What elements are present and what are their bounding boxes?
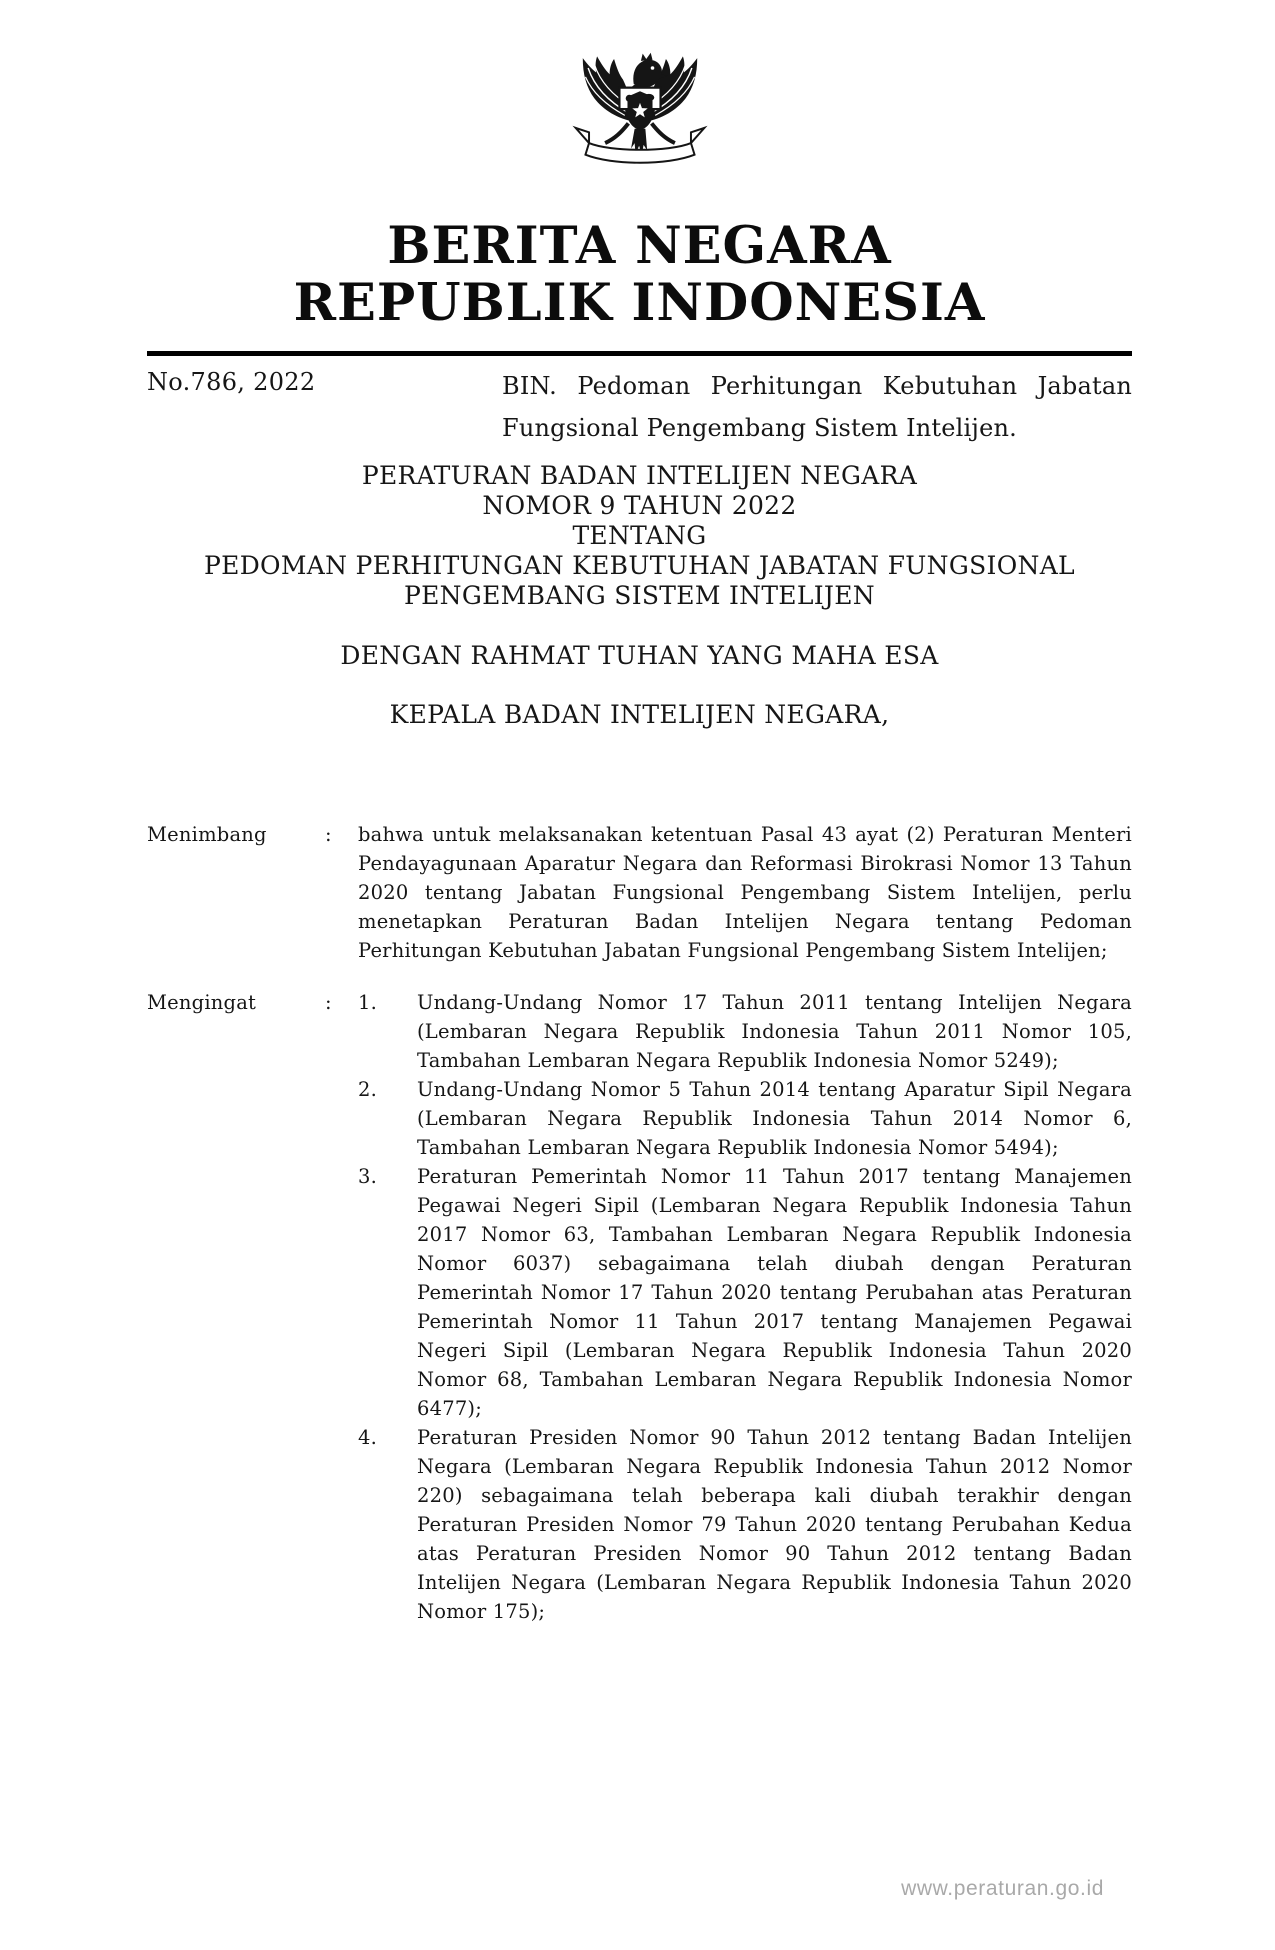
gazette-title-line2: REPUBLIK INDONESIA	[293, 273, 986, 333]
list-item	[358, 1075, 1132, 1162]
legal-basis-list	[358, 988, 1132, 1626]
considerations-text: bahwa untuk melaksanakan ketentuan Pasal 43 ayat (2) Peraturan Menteri Pendayagunaan Aparatur Negara dan Reformasi Birokrasi Nomor 13 Tahun 2020 tentang Jabatan Fungsional Pengembang Sistem Intelijen, perlu menetapkan Peraturan Badan Intelijen Negara tentang Pedoman Perhitungan Kebutuhan Jabatan Fungsional Pengembang Sistem Intelijen;	[358, 823, 1132, 962]
issue-number: No.786, 2022	[147, 368, 316, 396]
gazette-title	[147, 218, 1132, 332]
considerations-label: Menimbang	[147, 823, 267, 846]
list-item-text: Peraturan Pemerintah Nomor 11 Tahun 2017 tentang Manajemen Pegawai Negeri Sipil (Lembaran Negara Republik Indonesia Tahun 2017 Nomor 63, Tambahan Lembaran Negara Republik Indonesia Nomor 6037) sebagaimana telah diubah dengan Peraturan Pemerintah Nomor 17 Tahun 2020 tentang Perubahan atas Peraturan Pemerintah Nomor 11 Tahun 2017 tentang Manajemen Pegawai Negeri Sipil (Lembaran Negara Republik Indonesia Tahun 2020 Nomor 68, Tambahan Lembaran Negara Republik Indonesia Nomor 6477);	[417, 1165, 1132, 1420]
regulation-subject-line2: PENGEMBANG SISTEM INTELIJEN	[404, 581, 875, 610]
list-item-number: 2.	[358, 1078, 378, 1101]
regulation-subject-line1: PEDOMAN PERHITUNGAN KEBUTUHAN JABATAN FUNGSIONAL	[204, 551, 1075, 580]
considerations-section	[147, 820, 1132, 965]
issuing-official-line: KEPALA BADAN INTELIJEN NEGARA,	[389, 700, 890, 729]
regulation-about-word: TENTANG	[572, 521, 707, 550]
list-item-number: 4.	[358, 1426, 378, 1449]
masthead	[147, 0, 1132, 449]
regulation-title-block	[147, 461, 1132, 611]
list-item-text: Undang-Undang Nomor 5 Tahun 2014 tentang Aparatur Sipil Negara (Lembaran Negara Republik Indonesia Tahun 2014 Nomor 6, Tambahan Lembaran Negara Republik Indonesia Nomor 5494);	[417, 1078, 1132, 1159]
garuda-pancasila-emblem	[147, 0, 1132, 172]
issue-subject: BIN. Pedoman Perhitungan Kebutuhan Jabatan Fungsional Pengembang Sistem Intelijen.	[502, 372, 1132, 442]
legal-basis-section	[147, 988, 1132, 1626]
list-item-number: 1.	[358, 991, 378, 1014]
legal-basis-label: Mengingat	[147, 991, 257, 1014]
issue-row	[147, 365, 1132, 449]
list-item-text: Undang-Undang Nomor 17 Tahun 2011 tentang Intelijen Negara (Lembaran Negara Republik Indonesia Tahun 2011 Nomor 105, Tambahan Lembaran Negara Republik Indonesia Nomor 5249);	[417, 991, 1132, 1072]
gazette-title-line1: BERITA NEGARA	[387, 216, 892, 276]
invocation-line: DENGAN RAHMAT TUHAN YANG MAHA ESA	[340, 641, 939, 670]
considerations-colon: :	[325, 823, 332, 846]
regulation-number-line: NOMOR 9 TAHUN 2022	[482, 491, 797, 520]
source-watermark: www.peraturan.go.id	[901, 1877, 1104, 1900]
list-item-number: 3.	[358, 1165, 378, 1188]
regulation-title-line: PERATURAN BADAN INTELIJEN NEGARA	[361, 461, 918, 490]
legal-basis-colon: :	[325, 991, 332, 1014]
garuda-eagle-icon	[564, 50, 716, 170]
masthead-rule	[147, 351, 1132, 356]
list-item-text: Peraturan Presiden Nomor 90 Tahun 2012 tentang Badan Intelijen Negara (Lembaran Negara Republik Indonesia Tahun 2012 Nomor 220) sebagaimana telah beberapa kali diubah terakhir dengan Peraturan Presiden Nomor 79 Tahun 2020 tentang Perubahan Kedua atas Peraturan Presiden Nomor 90 Tahun 2012 tentang Badan Intelijen Negara (Lembaran Negara Republik Indonesia Tahun 2020 Nomor 175);	[417, 1426, 1132, 1623]
list-item	[358, 1423, 1132, 1626]
list-item	[358, 1162, 1132, 1423]
list-item	[358, 988, 1132, 1075]
